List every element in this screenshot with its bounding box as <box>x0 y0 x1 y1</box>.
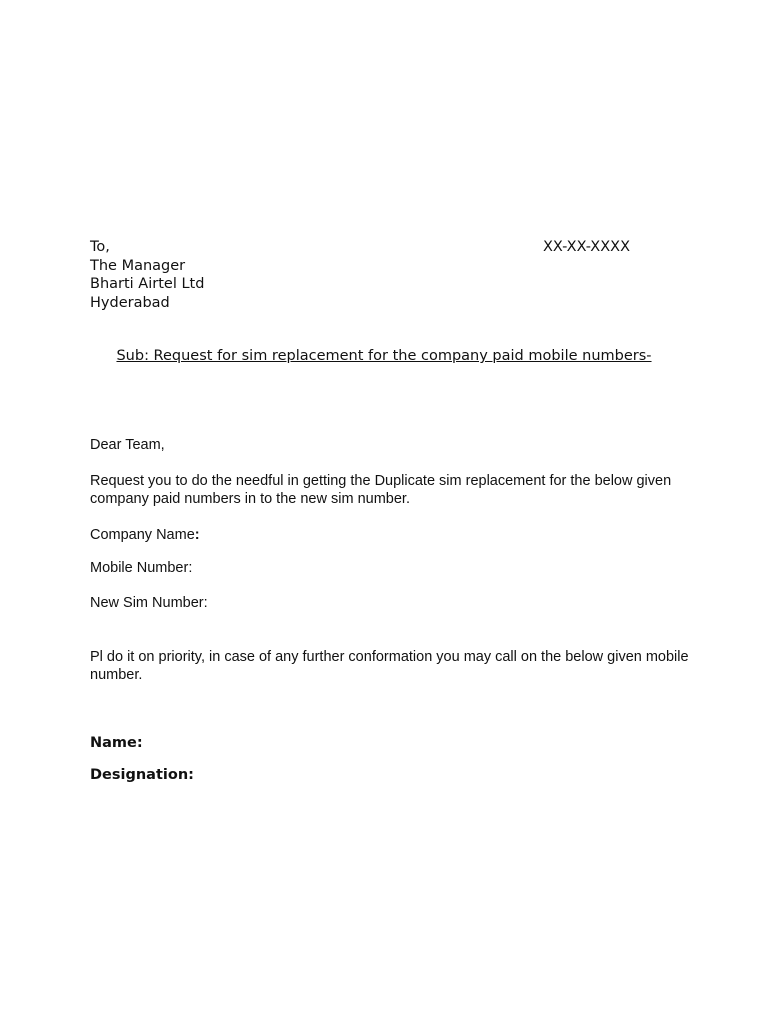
new-sim-number-label: New Sim Number: <box>90 595 208 611</box>
mobile-number-label: Mobile Number: <box>90 560 193 576</box>
signature-name-label: Name: <box>90 735 143 751</box>
request-paragraph: Request you to do the needful in getting the Duplicate sim replacement for the below given company paid numbers in to the new sim number. <box>90 473 672 507</box>
company-name-label: Company Name <box>90 527 195 543</box>
greeting: Dear Team, <box>90 437 165 453</box>
company-name-field <box>90 526 690 544</box>
address-salutation: To, <box>90 239 110 255</box>
address-company: Bharti Airtel Ltd <box>90 276 205 292</box>
recipient-address <box>90 238 390 312</box>
address-city: Hyderabad <box>90 294 170 311</box>
letter-date: XX-XX-XXXX <box>543 239 631 255</box>
address-recipient-title: The Manager <box>90 257 186 274</box>
company-name-colon: : <box>194 527 200 543</box>
letter-subject: Sub: Request for sim replacement for the company paid mobile numbers- <box>116 348 652 364</box>
priority-paragraph: Pl do it on priority, in case of any further conformation you may call on the below given mobile number. <box>90 649 689 683</box>
signature-designation-label: Designation: <box>90 767 194 783</box>
